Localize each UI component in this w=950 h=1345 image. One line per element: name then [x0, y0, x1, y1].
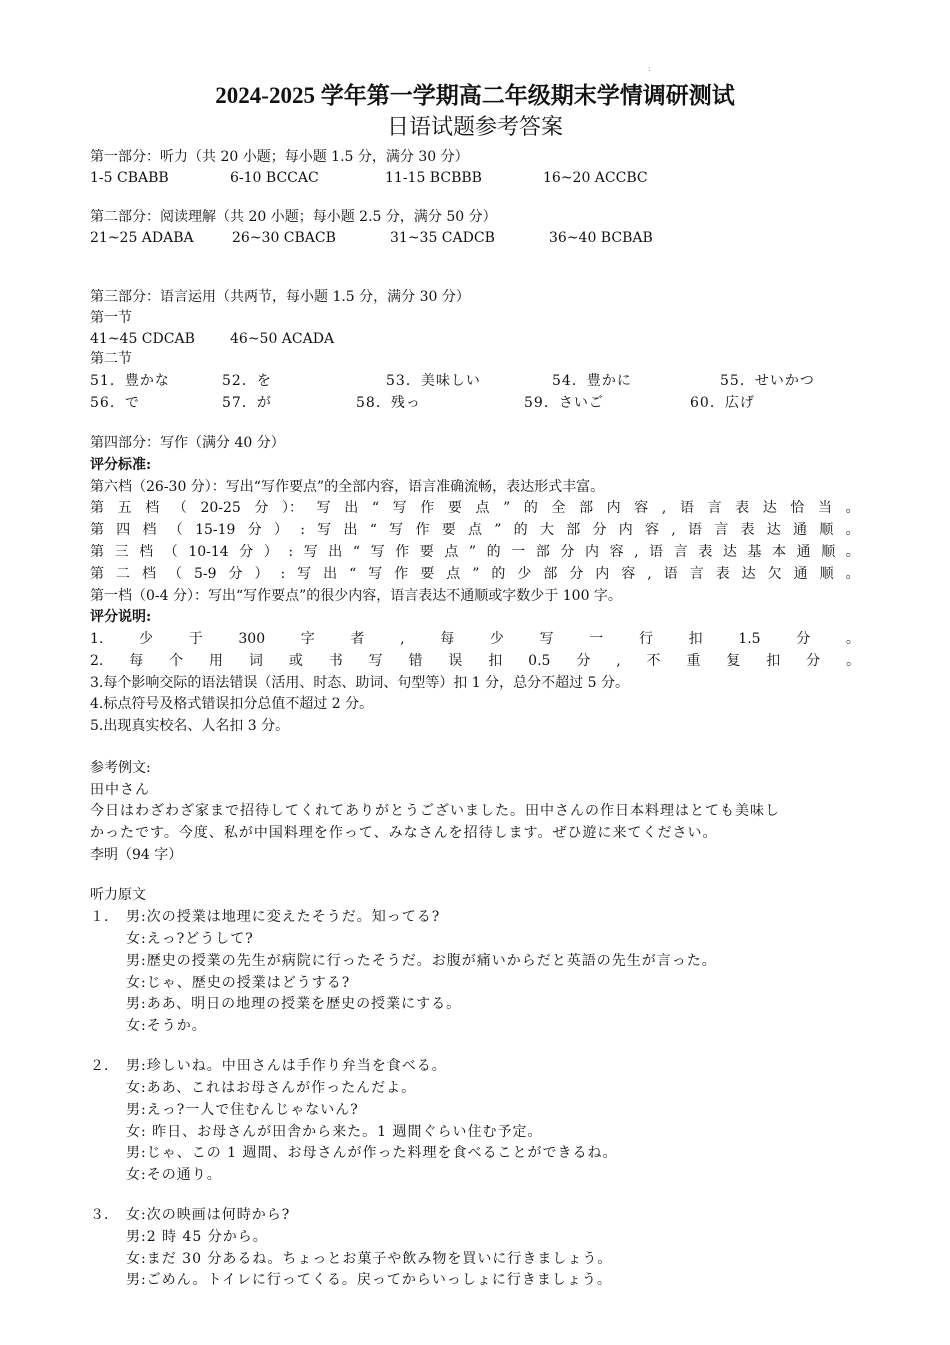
justified-token: 作: [395, 544, 410, 560]
justified-token: 书: [328, 653, 343, 669]
justified-token: 表: [735, 500, 750, 516]
justified-token: 点: [475, 500, 490, 516]
justified-token: 作: [394, 566, 409, 582]
fill-answer: 52．を: [222, 373, 272, 389]
justified-token: ,: [671, 522, 676, 538]
justified-token: 少: [139, 631, 154, 647]
justified-token: 分: [576, 653, 591, 669]
section2-label: 第二节: [90, 351, 132, 367]
section1-label: 第一节: [90, 310, 132, 326]
justified-token: 四: [116, 522, 131, 538]
justified-token: （: [168, 522, 183, 538]
justified-token: 表: [698, 544, 713, 560]
justified-token: 或: [288, 653, 303, 669]
note-5: 5.出现真实校名、人名扣 3 分。: [90, 718, 290, 734]
sample-line: かったです。今度、私が中国料理を作って、みなさんを招待します。ぜひ遊に来てください。: [90, 825, 718, 841]
justified-token: （: [163, 544, 178, 560]
justified-token: （: [172, 500, 187, 516]
dialogue-line: 女:その通り。: [126, 1167, 222, 1183]
note-3: 3.每个影响交际的语法错误（活用、时态、助词、句型等）扣 1 分，总分不超过 5 分。: [90, 675, 629, 691]
justified-token: “: [371, 500, 380, 516]
justified-token: 表: [740, 522, 755, 538]
dialogue-line: 男:ああ、明日の地理の授業を歴史の授業にする。: [126, 996, 462, 1012]
justified-token: 出: [344, 500, 359, 516]
justified-token: ）：: [282, 500, 304, 516]
justified-token: 者: [350, 631, 365, 647]
justified-token: 档: [139, 544, 154, 560]
justified-token: 顺: [819, 522, 834, 538]
justified-token: 扣: [488, 653, 503, 669]
dialogue-line: 男:珍しいね。中田さんは手作り弁当を食べる。: [126, 1058, 447, 1074]
dialogue-line: 男:歴史の授業の先生が病院に行ったそうだ。お腹が痛いからだと英語の先生が言った。: [126, 953, 717, 969]
justified-token: 出: [323, 566, 338, 582]
justified-token: 第: [90, 500, 104, 516]
justified-token: 。: [845, 566, 860, 582]
page-title: 2024-2025 学年第一学期高二年级期末学情调研测试: [215, 83, 735, 108]
justified-token: 出: [343, 522, 358, 538]
justified-token: 分: [806, 653, 821, 669]
justified-token: ）: [273, 522, 288, 538]
dialogue-line: 女:そうか。: [126, 1018, 207, 1034]
justified-token: ,: [616, 653, 621, 669]
dialogue-line: 女:じゃ、歴史の授業はどうする?: [126, 975, 351, 991]
answer-group: 21~25 ADABA: [90, 230, 194, 246]
justified-token: 点: [446, 566, 461, 582]
justified-token: 写: [317, 522, 332, 538]
justified-token: 基: [747, 544, 762, 560]
justified-token: 达: [766, 522, 781, 538]
justified-token: 少: [489, 631, 504, 647]
sample-addressee: 田中さん: [90, 782, 150, 798]
justified-token: 达: [722, 544, 737, 560]
justified-token: 顺: [821, 544, 836, 560]
justified-token: 20-25: [200, 500, 241, 516]
justified-token: 分: [247, 522, 262, 538]
justified-token: 通: [793, 522, 808, 538]
justified-token: :: [280, 566, 286, 582]
justified-token: ,: [661, 500, 667, 516]
justified-token: ）: [254, 566, 269, 582]
justified-token: 内: [606, 500, 621, 516]
criteria-label: 评分标准:: [90, 457, 152, 473]
justified-token: 第: [90, 544, 104, 560]
justified-token: 重: [686, 653, 701, 669]
fill-answer: 59．さいご: [524, 395, 604, 411]
justified-token: 分: [254, 500, 269, 516]
justified-token: 每: [129, 653, 144, 669]
justified-token: :: [288, 544, 294, 560]
justified-token: 本: [772, 544, 787, 560]
justified-token: 误: [448, 653, 463, 669]
justified-token: 。: [845, 544, 860, 560]
justified-token: ,: [400, 631, 405, 647]
justified-token: 写: [303, 544, 318, 560]
question-number: １．: [90, 909, 118, 925]
justified-token: 。: [845, 522, 860, 538]
answer-group: 26~30 CBACB: [232, 230, 336, 246]
justified-token: 内: [618, 522, 633, 538]
justified-token: 三: [114, 544, 129, 560]
justified-token: 字: [300, 631, 315, 647]
justified-token: 错: [408, 653, 423, 669]
justified-token: 不: [646, 653, 661, 669]
justified-token: 档: [142, 522, 157, 538]
justified-token: 的: [486, 544, 501, 560]
justified-token: 语: [663, 566, 678, 582]
dialogue-line: 男:えっ?一人で住むんじゃないん?: [126, 1102, 359, 1118]
justified-token: 写: [370, 544, 385, 560]
justified-token: 。: [846, 653, 860, 669]
listening-label: 听力原文: [90, 887, 146, 903]
justified-token: 五: [117, 500, 132, 516]
justified-token: 每: [440, 631, 455, 647]
justified-token: 。: [845, 631, 860, 647]
justified-token: 达: [762, 500, 777, 516]
justified-token: 点: [444, 544, 459, 560]
justified-token: 的: [523, 500, 538, 516]
justified-token: 欠: [767, 566, 782, 582]
justified-token: 要: [420, 566, 435, 582]
justified-token: 部: [543, 566, 558, 582]
sample-line: 今日はわざわざ家まで招待してくれてありがとうございました。田中さんの作日本料理はとても美味し: [90, 803, 780, 819]
justified-token: 部: [535, 544, 550, 560]
justified-token: :: [300, 522, 305, 538]
fill-answer: 60．広げ: [690, 395, 755, 411]
justified-token: 行: [638, 631, 653, 647]
answer-group: 46~50 ACADA: [230, 331, 335, 347]
justified-token: 分: [796, 631, 811, 647]
part4-heading: 第四部分：写作（满分 40 分）: [90, 435, 285, 451]
justified-token: 当: [818, 500, 832, 516]
justified-token: 言: [707, 500, 722, 516]
justified-token: 写: [368, 566, 383, 582]
justified-token: 写: [368, 653, 383, 669]
justified-token: 于: [188, 631, 203, 647]
answer-group: 36~40 BCBAB: [549, 230, 653, 246]
justified-token: 表: [715, 566, 730, 582]
justified-token: 第: [90, 522, 104, 538]
justified-token: 词: [248, 653, 263, 669]
justified-token: 少: [517, 566, 532, 582]
justified-token: 一: [511, 544, 526, 560]
justified-token: “: [349, 566, 357, 582]
grade-5: [90, 497, 860, 519]
justified-token: 内: [584, 544, 599, 560]
justified-token: 恰: [790, 500, 805, 516]
justified-token: 二: [115, 566, 130, 582]
justified-token: 写: [392, 500, 407, 516]
justified-token: 15-19: [195, 522, 236, 538]
answer-group: 41~45 CDCAB: [90, 331, 195, 347]
sample-signature: 李明（94 字）: [90, 847, 183, 863]
justified-token: 容: [621, 566, 636, 582]
fill-answer: 53．美味しい: [386, 373, 481, 389]
justified-token: 写: [297, 566, 312, 582]
justified-token: 点: [467, 522, 482, 538]
justified-token: 大: [539, 522, 554, 538]
justified-token: 分: [239, 544, 254, 560]
justified-token: 通: [793, 566, 808, 582]
justified-token: （: [167, 566, 182, 582]
fill-answer: 51．豊かな: [90, 373, 170, 389]
answer-group: 6-10 BCCAC: [230, 170, 319, 186]
justified-token: “: [352, 544, 361, 560]
page-subtitle: 日语试题参考答案: [386, 115, 563, 140]
justified-token: 语: [687, 522, 702, 538]
justified-token: ”: [494, 522, 502, 538]
answer-group: 1-5 CBABB: [90, 170, 169, 186]
justified-token: 要: [441, 522, 456, 538]
justified-token: 分: [560, 544, 575, 560]
grade-4: [90, 519, 860, 541]
justified-token: 2.: [90, 653, 104, 669]
justified-token: “: [369, 522, 377, 538]
note-1: [90, 628, 860, 650]
justified-token: 档: [145, 500, 160, 516]
note-4: 4.标点符号及格式错误扣分总值不超过 2 分。: [90, 696, 374, 712]
dialogue-line: 女:ああ、これはお母さんが作ったんだよ。: [126, 1080, 417, 1096]
justified-token: 。: [845, 500, 860, 516]
answer-group: 16~20 ACCBC: [543, 170, 648, 186]
sample-label: 参考例文:: [90, 760, 151, 776]
question-number: ３．: [90, 1207, 118, 1223]
fill-answer: 56．で: [90, 395, 140, 411]
dialogue-line: 女:えっ?どうして?: [126, 931, 254, 947]
justified-token: 分: [228, 566, 243, 582]
grade-3: [90, 541, 860, 563]
justified-token: ”: [472, 566, 480, 582]
answer-group: 31~35 CADCB: [390, 230, 495, 246]
justified-token: 0.5: [528, 653, 551, 669]
grade-2: [90, 563, 860, 585]
notes-label: 评分说明:: [90, 609, 152, 625]
justified-token: 用: [209, 653, 224, 669]
justified-token: 作: [420, 500, 435, 516]
justified-token: 要: [447, 500, 462, 516]
justified-token: 部: [579, 500, 594, 516]
justified-token: 要: [419, 544, 434, 560]
dialogue-line: 女:まだ 30 分あるね。ちょっとお菓子や飲み物を買いに行きましょう。: [126, 1251, 613, 1267]
justified-token: ”: [503, 500, 511, 516]
grade-6: 第六档（26-30 分）：写出“写作要点”的全部内容，语言准确流畅，表达形式丰富。: [90, 479, 605, 495]
fill-answer: 57．が: [222, 395, 272, 411]
justified-token: ,: [647, 566, 652, 582]
justified-token: 言: [673, 544, 688, 560]
justified-token: 的: [491, 566, 506, 582]
fill-answer: 58．残っ: [356, 395, 421, 411]
justified-token: 容: [645, 522, 659, 538]
fill-answer: 54．豊かに: [552, 373, 632, 389]
justified-token: 达: [741, 566, 756, 582]
corner-mark: :: [648, 64, 651, 73]
justified-token: 复: [726, 653, 741, 669]
justified-token: 写: [316, 500, 331, 516]
part2-heading: 第二部分：阅读理解（共 20 小题；每小题 2.5 分，满分 50 分）: [90, 209, 497, 225]
justified-token: 言: [714, 522, 729, 538]
justified-token: 容: [609, 544, 624, 560]
grade-1: 第一档（0-4 分）：写出“写作要点”的很少内容，语言表达不通顺或字数少于 100 字。: [90, 588, 622, 604]
note-2: [90, 650, 860, 672]
justified-token: ,: [634, 544, 639, 560]
justified-token: 通: [796, 544, 811, 560]
justified-token: 个: [169, 653, 184, 669]
justified-token: 部: [566, 522, 581, 538]
dialogue-line: 女:次の映画は何時から?: [126, 1207, 291, 1223]
justified-token: 写: [539, 631, 554, 647]
fill-answer: 55．せいかつ: [720, 373, 815, 389]
justified-token: 1.5: [738, 631, 761, 647]
justified-token: 扣: [766, 653, 781, 669]
justified-token: 的: [513, 522, 528, 538]
part3-heading: 第三部分：语言运用（共两节，每小题 1.5 分，满分 30 分）: [90, 289, 470, 305]
justified-token: 语: [649, 544, 664, 560]
justified-token: 300: [238, 631, 266, 647]
justified-token: 分: [569, 566, 584, 582]
dialogue-line: 男:じゃ、この 1 週間、お母さんが作った料理を食べることができるね。: [126, 1145, 618, 1161]
justified-token: 10-14: [188, 544, 229, 560]
justified-token: 档: [141, 566, 156, 582]
answer-group: 11-15 BCBBB: [385, 170, 482, 186]
justified-token: 作: [415, 522, 430, 538]
part1-heading: 第一部分：听力（共 20 小题；每小题 1.5 分，满分 30 分）: [90, 149, 469, 165]
dialogue-line: 男:2 時 45 分から。: [126, 1229, 268, 1245]
justified-token: 第: [90, 566, 104, 582]
justified-token: 扣: [688, 631, 703, 647]
justified-token: ）: [263, 544, 278, 560]
dialogue-line: 男:ごめん。トイレに行ってくる。戻ってからいっしょに行きましょう。: [126, 1272, 612, 1288]
justified-token: 出: [328, 544, 343, 560]
justified-token: 顺: [819, 566, 834, 582]
justified-token: 语: [679, 500, 694, 516]
justified-token: 一: [589, 631, 604, 647]
dialogue-line: 男:次の授業は地理に変えたそうだ。知ってる?: [126, 909, 441, 925]
dialogue-line: 女: 昨日、お母さんが田舎から来た。1 週間ぐらい住む予定。: [126, 1124, 543, 1140]
justified-token: ”: [468, 544, 477, 560]
justified-token: 5-9: [193, 566, 217, 582]
justified-token: 言: [689, 566, 704, 582]
justified-token: 容: [634, 500, 649, 516]
justified-token: 1.: [90, 631, 104, 647]
question-number: ２．: [90, 1058, 118, 1074]
justified-token: 分: [592, 522, 607, 538]
justified-token: 内: [595, 566, 610, 582]
justified-token: 写: [389, 522, 404, 538]
justified-token: 全: [551, 500, 566, 516]
